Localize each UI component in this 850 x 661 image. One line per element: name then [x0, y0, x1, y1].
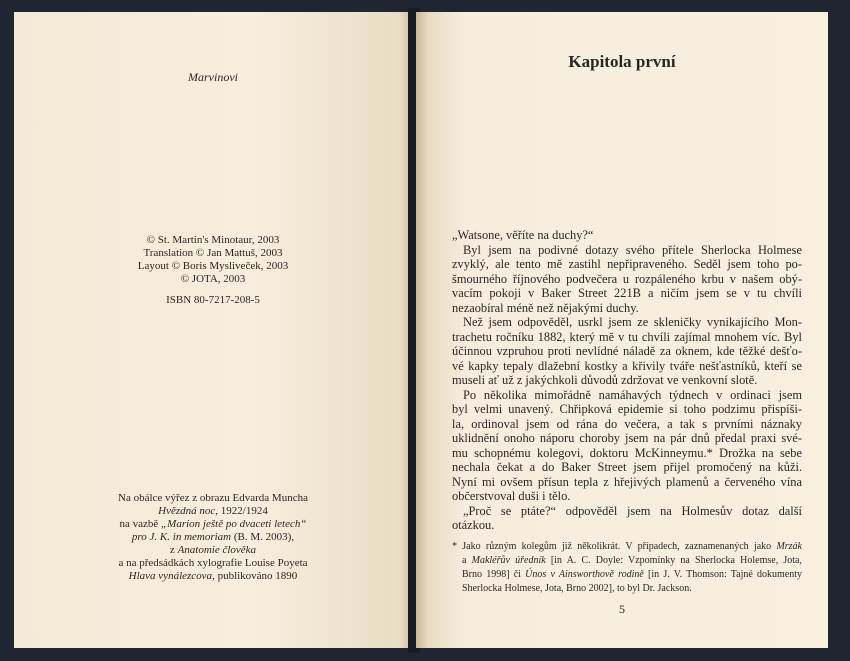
footnote-line [452, 582, 802, 596]
text-run: z [169, 544, 178, 556]
body-line: museli ať už z jakýchkoli důvodů zdržovat ve venkovní slotě. [452, 373, 758, 387]
footnote-line [452, 554, 802, 568]
body-line: trachetu ročníku 1882, který mě v tu chvíli zajímal mnohem víc. Byl [452, 329, 802, 344]
footnote-line [452, 568, 802, 582]
body-line: vé kapky tepaly dlažební kostky a křivily tváře nešťastníků, kteří se [452, 358, 802, 373]
body-line: Byl jsem na podivné dotazy svého přítele Sherlocka Holmese [463, 242, 802, 257]
chapter-body [452, 228, 802, 533]
body-line: vacím pokoji v Baker Street 221B a ničím jsem se v tu chvíli [452, 286, 802, 300]
cover-credit-line [14, 505, 412, 518]
text-run: „Marion ještě po dvaceti letech“ [161, 518, 307, 530]
text-run: (B. M. 2003), [231, 531, 295, 543]
text-run: Brno 1998] či [462, 569, 526, 580]
text-run: Hvězdná noc [158, 505, 216, 517]
isbn: ISBN 80-7217-208-5 [166, 294, 260, 306]
text-run: Únos v Ainsworthově rodině [525, 569, 644, 580]
body-line: zvyklý, ale tento mě zastihl nepřipraveného. Seděl jsem toho po- [452, 257, 802, 271]
text-run: Hlava vynálezcova [128, 570, 213, 582]
copyright-line: Translation © Jan Mattuš, 2003 [143, 247, 283, 259]
copyright-line: © St. Martin's Minotaur, 2003 [146, 234, 280, 246]
copyright-line: © JOTA, 2003 [180, 273, 246, 285]
cover-credit-line [14, 570, 412, 583]
text-run: Sherlocka Holmese, Jota, Brno 2002], to byl Dr. Jackson. [462, 583, 692, 594]
body-line: byl velmi unavený. Chřipková epidemie si toho podzimu přispíši- [452, 402, 802, 416]
cover-credit-line [14, 531, 412, 544]
body-line: uklidnění onoho náporu choroby jsem na pár dnů předal praxi své- [452, 431, 802, 445]
text-run: , publikováno 1890 [212, 570, 298, 582]
body-line: účinnou vzpruhou proti nevlídné náladě za oknem, kde těžké dešťo- [452, 344, 802, 358]
right-page [416, 12, 828, 648]
body-line: občerstvoval duši i tělo. [452, 489, 571, 503]
cover-credit-line [14, 518, 412, 531]
text-run: na vazbě [119, 518, 162, 530]
text-run: Makléřův úředník [471, 555, 546, 566]
body-line: nezaobíral méně než nějakými duchy. [452, 300, 639, 315]
body-line: nechala čekat a do Baker Street jsem přijel promočený na kůži. [452, 460, 802, 474]
text-run: pro J. K. in memoriam [131, 531, 232, 543]
text-run: [in A. C. Doyle: Vzpomínky na Sherlocka Holemse, Jota, [545, 555, 802, 566]
text-run: Mrzák [776, 541, 802, 552]
text-run: a [462, 555, 472, 566]
body-line: šmourného říjnového podvečera u rozpáleného krbu v našem obý- [452, 271, 802, 286]
dedication: Marvinovi [188, 70, 238, 84]
body-line: Než jsem odpověděl, usrkl jsem ze skleničky vynikajícího Mon- [463, 315, 802, 329]
body-line: Nyní mi ovšem přísun tepla z hřejivých plamenů a červeného vína [452, 474, 802, 489]
body-line: „Watsone, věříte na duchy?“ [452, 228, 594, 242]
text-run: [in J. V. Thomson: Tajné dokumenty [643, 569, 803, 580]
footnote [452, 540, 802, 596]
cover-credit-line [14, 544, 412, 557]
chapter-title: Kapitola první [568, 52, 676, 71]
cover-credit-line [14, 492, 412, 505]
copyright-line: Layout © Boris Mysliveček, 2003 [137, 260, 289, 272]
body-line: mu schopnému kolegovi, doktoru McKinneymu.* Drožka na sebe [452, 445, 802, 460]
text-run: a na předsádkách xylografie Louise Poyeta [118, 557, 308, 569]
cover-credit-line [14, 557, 412, 570]
text-run: Na obálce výřez z obrazu Edvarda Muncha [118, 492, 308, 504]
text-run: * Jako různým kolegům již několikrát. V případech, zaznamenaných jako [452, 541, 777, 552]
text-run: Anatomie člověka [177, 544, 257, 556]
footnote-line [452, 540, 802, 554]
body-line: Po několika mimořádně namáhavých týdnech v ordinaci jsem [463, 387, 802, 402]
left-page [14, 12, 412, 648]
text-run: , 1922/1924 [215, 505, 268, 517]
page-number: 5 [619, 602, 625, 616]
body-line: la, ordinoval jsem od rána do večera, a tak s prvními náznaky [452, 416, 802, 431]
body-line: „Proč se ptáte?“ odpověděl jsem na Holmesův dotaz další [463, 503, 802, 518]
body-line: otázkou. [452, 518, 495, 532]
